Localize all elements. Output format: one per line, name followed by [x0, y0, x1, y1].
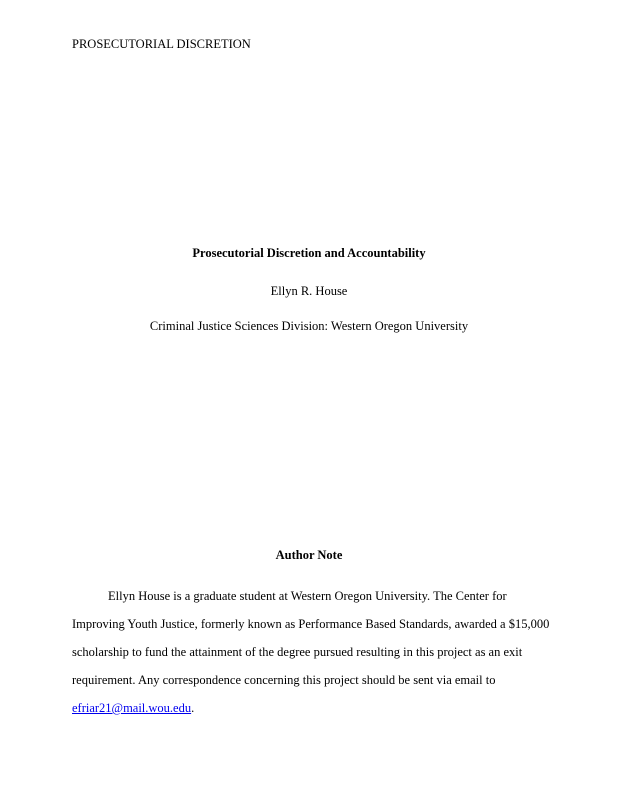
author-note-heading: Author Note [275, 548, 343, 562]
author-note-email-line [72, 694, 542, 722]
paper-title: Prosecutorial Discretion and Accountability [192, 246, 426, 260]
author-note-line: requirement. Any correspondence concerning this project should be sent via email to [72, 673, 496, 687]
author-note-paragraph [72, 582, 550, 722]
author-note-line: Improving Youth Justice, formerly known as Performance Based Standards, awarded a $15,000 [72, 617, 550, 631]
email-trailing-punctuation: . [191, 701, 195, 715]
running-head: PROSECUTORIAL DISCRETION [72, 37, 251, 51]
author-note-line: scholarship to fund the attainment of the degree pursued resulting in this project as an exit [72, 645, 523, 659]
email-link[interactable]: efriar21@mail.wou.edu [72, 701, 192, 715]
author-note-line: Ellyn House is a graduate student at Western Oregon University. The Center for [108, 589, 507, 603]
author-name: Ellyn R. House [270, 284, 348, 298]
author-affiliation: Criminal Justice Sciences Division: Western Oregon University [149, 319, 469, 333]
